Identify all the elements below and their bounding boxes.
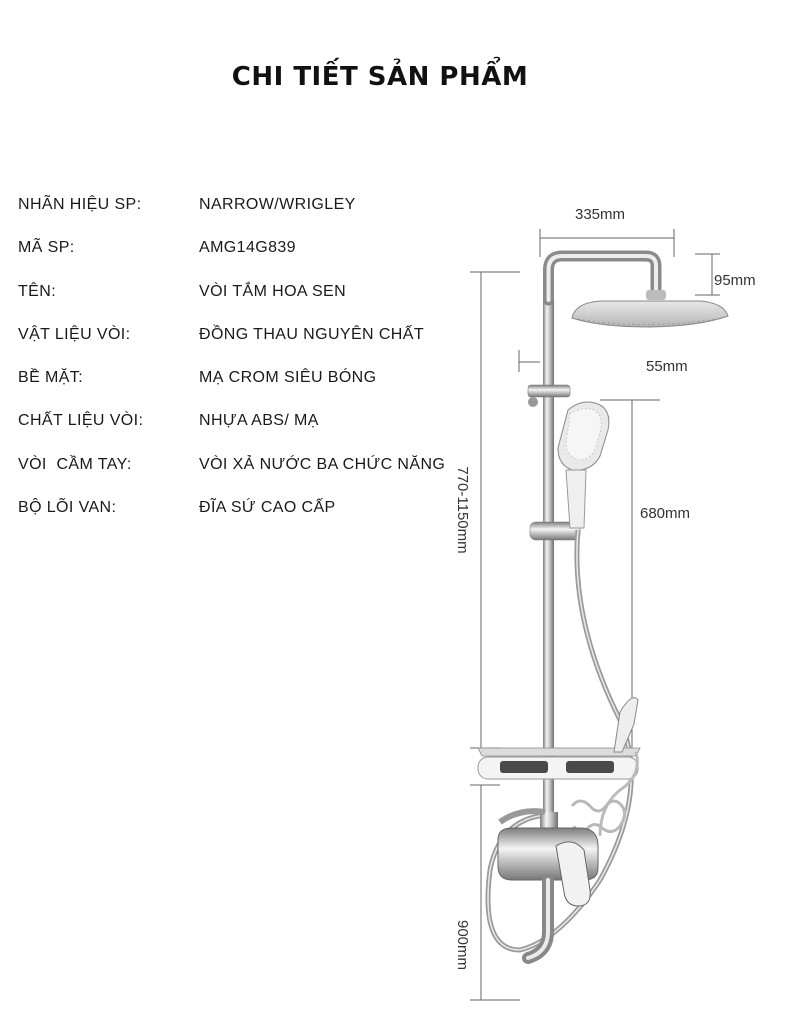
spec-label: NHÃN HIỆU SP: [18, 196, 142, 213]
dim-head-drop-label: 95mm [714, 272, 756, 289]
mixer-valve [498, 812, 598, 958]
shower-arm [549, 256, 657, 300]
spec-label: BỀ MẶT: [18, 369, 84, 387]
dim-pipe-diameter [519, 350, 540, 372]
spec-label: VẬT LIỆU VÒI: [18, 325, 131, 343]
page-title: CHI TIẾT SẢN PHẨM [231, 62, 529, 92]
spec-value: NHỰA ABS/ MẠ [199, 412, 319, 430]
spec-value: ĐỒNG THAU NGUYÊN CHẤT [199, 325, 425, 343]
spec-value: MẠ CROM SIÊU BÓNG [199, 369, 377, 387]
spec-value: VÒI XẢ NƯỚC BA CHỨC NĂNG [199, 455, 446, 473]
spec-value: ĐĨA SỨ CAO CẤP [199, 499, 336, 517]
dim-hand-shower-height-label: 680mm [640, 505, 691, 522]
spec-label: VÒI CẦM TAY: [18, 455, 132, 473]
spec-label: BỘ LÕI VAN: [18, 499, 117, 517]
dim-mixer-height-label: 900mm [454, 919, 471, 971]
riser-pipe [543, 268, 554, 828]
shower-hose [488, 530, 631, 950]
shelf [478, 748, 640, 779]
dim-total-height [470, 272, 520, 748]
spec-value: VÒI TẮM HOA SEN [199, 282, 347, 300]
spec-value: AMG14G839 [199, 239, 296, 257]
spec-label: CHẤT LIỆU VÒI: [18, 412, 144, 430]
spec-label: MÃ SP: [18, 239, 75, 257]
dim-pipe-diameter-label: 55mm [646, 358, 688, 375]
spec-label: TÊN: [18, 282, 57, 300]
rain-shower-head [572, 290, 728, 327]
dim-head-width-label: 335mm [574, 206, 626, 223]
dim-total-height-label: 770-1150mm [454, 466, 471, 554]
spec-value: NARROW/WRIGLEY [199, 196, 356, 213]
hand-shower [558, 402, 609, 528]
